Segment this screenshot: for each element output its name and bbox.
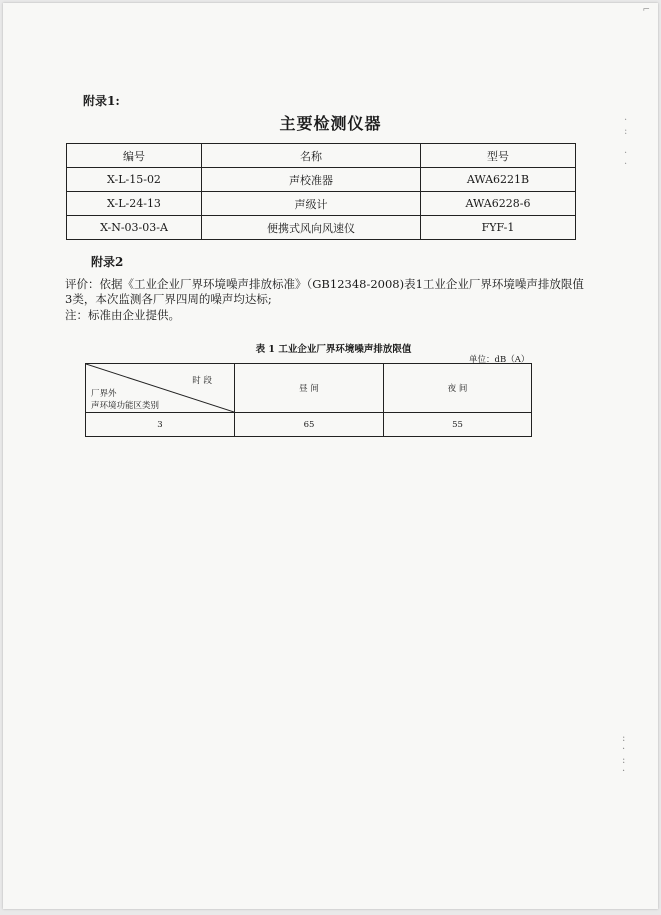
column-header-day: 昼 间 bbox=[235, 364, 384, 413]
cell-name: 声级计 bbox=[202, 192, 421, 216]
cell-day-limit: 65 bbox=[235, 413, 384, 437]
header-boundary: 厂界外 bbox=[91, 389, 117, 399]
table-row bbox=[67, 216, 576, 240]
column-header-night: 夜 间 bbox=[384, 364, 532, 413]
cell-zone-class: 3 bbox=[86, 413, 235, 437]
appendix2-label: 附录2 bbox=[91, 255, 124, 269]
header-zone-class: 声环境功能区类别 bbox=[91, 401, 160, 411]
note-text: 注：标准由企业提供。 bbox=[65, 308, 180, 322]
cell-id: X-L-24-13 bbox=[67, 192, 202, 216]
table-header-row bbox=[67, 144, 576, 168]
instrument-table bbox=[66, 143, 576, 240]
limit-table bbox=[85, 363, 532, 437]
cell-id: X-N-03-03-A bbox=[67, 216, 202, 240]
header-period: 时 段 bbox=[192, 376, 212, 386]
diagonal-header-cell bbox=[86, 364, 235, 413]
cell-model: FYF-1 bbox=[421, 216, 576, 240]
cell-model: AWA6228-6 bbox=[421, 192, 576, 216]
cell-night-limit: 55 bbox=[384, 413, 532, 437]
column-header-model: 型号 bbox=[421, 144, 576, 168]
appendix1-label: 附录1: bbox=[83, 94, 120, 108]
table-row bbox=[67, 192, 576, 216]
scan-corner-mark: ⌐ bbox=[642, 5, 650, 15]
cell-model: AWA6221B bbox=[421, 168, 576, 192]
cell-name: 声校准器 bbox=[202, 168, 421, 192]
scan-edge-marks: · : · · bbox=[624, 115, 628, 170]
evaluation-text: 评价：依据《工业企业厂界环境噪声排放标准》（GB12348-2008)表1工业企业厂界环境噪声排放限值3类，本次监测各厂界四周的噪声均达标; bbox=[65, 277, 584, 306]
limit-table-unit: 单位：dB（A） bbox=[469, 355, 530, 365]
cell-id: X-L-15-02 bbox=[67, 168, 202, 192]
cell-name: 便携式风向风速仪 bbox=[202, 216, 421, 240]
instrument-table-title: 主要检测仪器 bbox=[279, 114, 382, 133]
limit-table-header-row bbox=[86, 364, 532, 413]
table-row bbox=[86, 413, 532, 437]
limit-table-title: 表 1 工业企业厂界环境噪声排放限值 bbox=[255, 344, 412, 355]
column-header-id: 编号 bbox=[67, 144, 202, 168]
document-page bbox=[3, 3, 658, 909]
table-row bbox=[67, 168, 576, 192]
scan-edge-marks-lower: : · : · bbox=[622, 733, 626, 777]
column-header-name: 名称 bbox=[202, 144, 421, 168]
